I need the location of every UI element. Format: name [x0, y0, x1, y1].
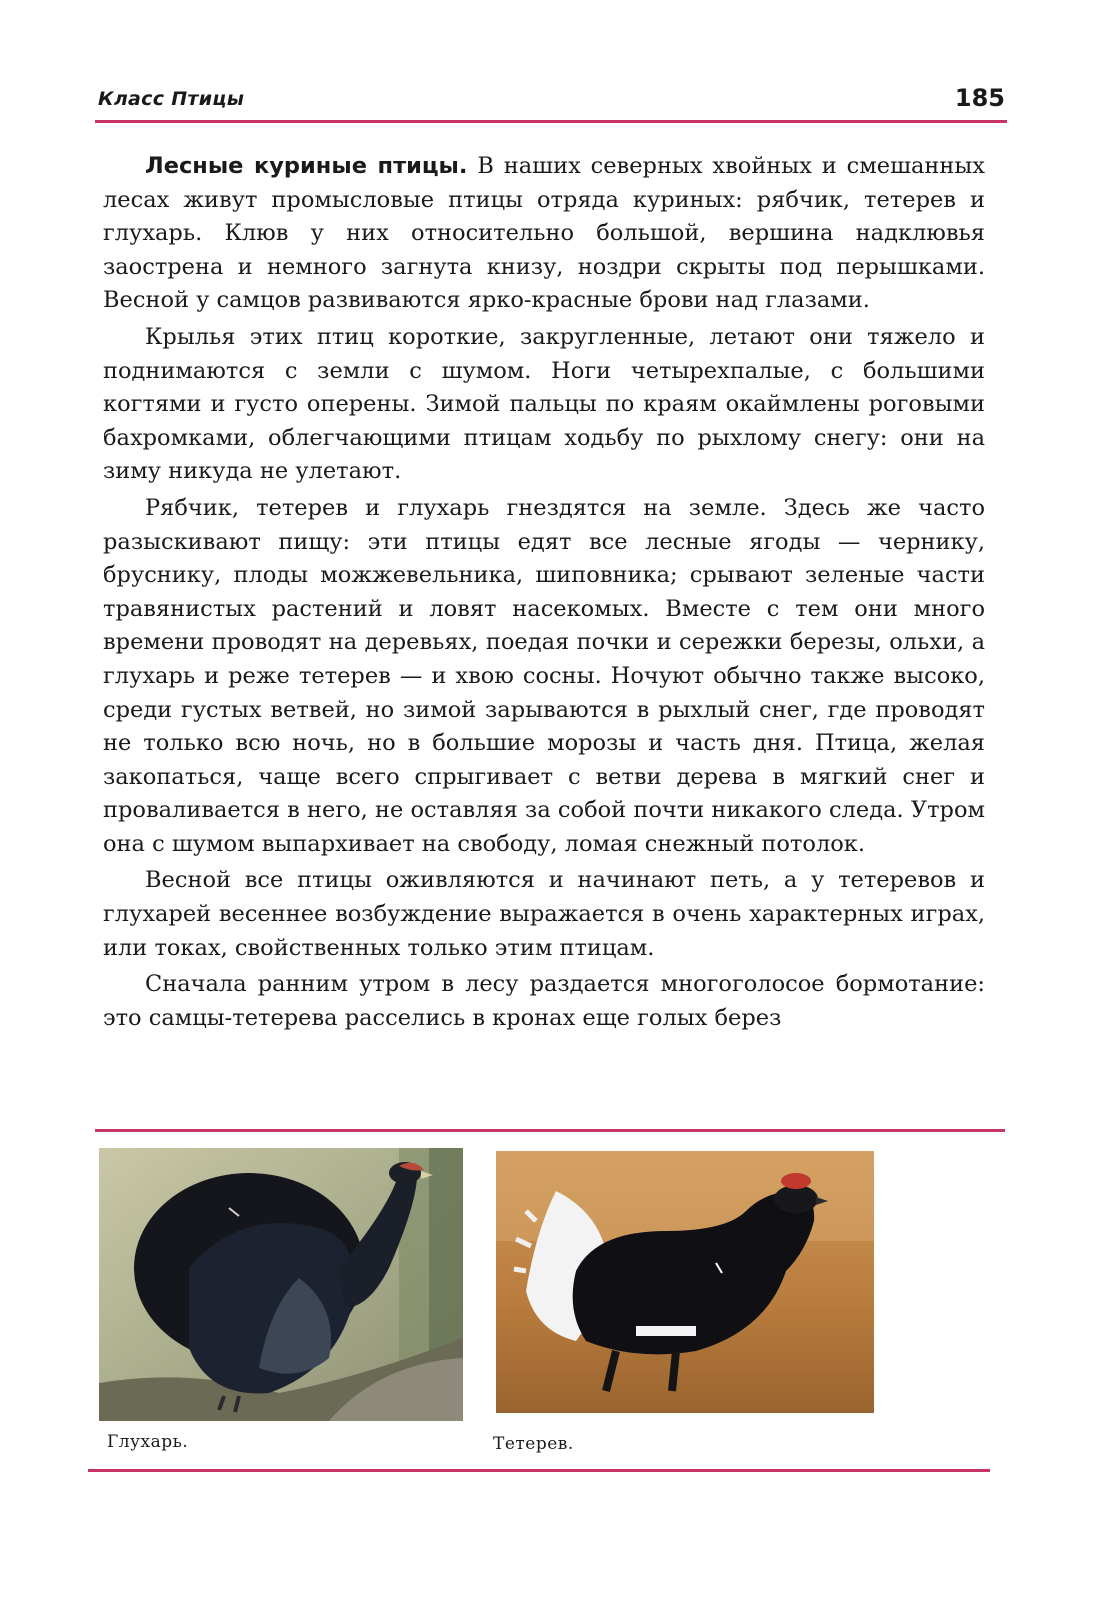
black-grouse-illustration — [496, 1151, 874, 1413]
figure-bottom-rule — [88, 1469, 990, 1472]
page-number: 185 — [954, 84, 1005, 112]
paragraph-text: Рябчик, тетерев и глухарь гнездятся на земле. Здесь же часто разыскивают пищу: эти птицы едят все лесные ягоды — чернику, бруснику, плоды можжевельника, шиповника; срывают зеленые части травянистых растений и ловят насекомых. Вместе с тем они много времени проводят на деревьях, поедая почки и сережки березы, ольхи, а глухарь и реже тетерев — и хвою сосны. Ночуют обычно также высоко, среди густых ветвей, но зимой зарываются в рыхлый снег, где проводят не только всю ночь, но в большие морозы и часть дня. Птица, желая закопаться, чаще всего спрыгивает с ветви дерева в мягкий снег и проваливается в него, не оставляя за собой почти никакого следа. Утром она с шумом выпархивает на свободу, ломая снежный потолок. — [103, 494, 985, 857]
paragraph-5 — [103, 968, 985, 1035]
header-rule — [95, 120, 1007, 123]
paragraph-text: Весной все птицы оживляются и начинают петь, а у тетеревов и глухарей весеннее возбуждение выражается в очень характерных играх, или токах, свойственных только этим птицам. — [103, 867, 985, 961]
paragraph-2 — [103, 321, 985, 489]
capercaillie-caption: Глухарь. — [107, 1432, 189, 1452]
black-grouse-photo — [496, 1151, 874, 1413]
paragraph-text: Крылья этих птиц короткие, закругленные, летают они тяжело и поднимаются с земли с шумом. Ноги четырехпалые, с большими когтями и густо оперены. Зимой пальцы по краям окаймлены роговыми бахромками, облегчающими птицам ходьбу по рыхлому снегу: они на зиму никуда не улетают. — [103, 323, 985, 485]
paragraph-lead: Лесные куриные птицы. — [145, 153, 468, 179]
section-title: Класс Птицы — [98, 88, 245, 110]
paragraph-4 — [103, 864, 985, 965]
body-text — [103, 150, 985, 1038]
capercaillie-photo — [99, 1148, 463, 1421]
paragraph-text: Сначала ранним утром в лесу раздается многоголосое бормотание: это самцы-тетерева расселись в кронах еще голых берез — [103, 971, 985, 1031]
running-head — [98, 80, 1005, 120]
black-grouse-caption: Тетерев. — [493, 1434, 574, 1454]
figure-top-rule — [95, 1129, 1005, 1132]
paragraph-1 — [103, 150, 985, 318]
paragraph-text: В наших северных хвойных и смешанных лесах живут промысловые птицы отряда куриных: рябчик, тетерев и глухарь. Клюв у них относительно большой, вершина надклювья заострена и немного загнута книзу, ноздри скрыты под перышками. Весной у самцов развиваются ярко-красные брови над глазами. — [103, 153, 985, 314]
paragraph-3 — [103, 492, 985, 862]
capercaillie-illustration — [99, 1148, 463, 1421]
